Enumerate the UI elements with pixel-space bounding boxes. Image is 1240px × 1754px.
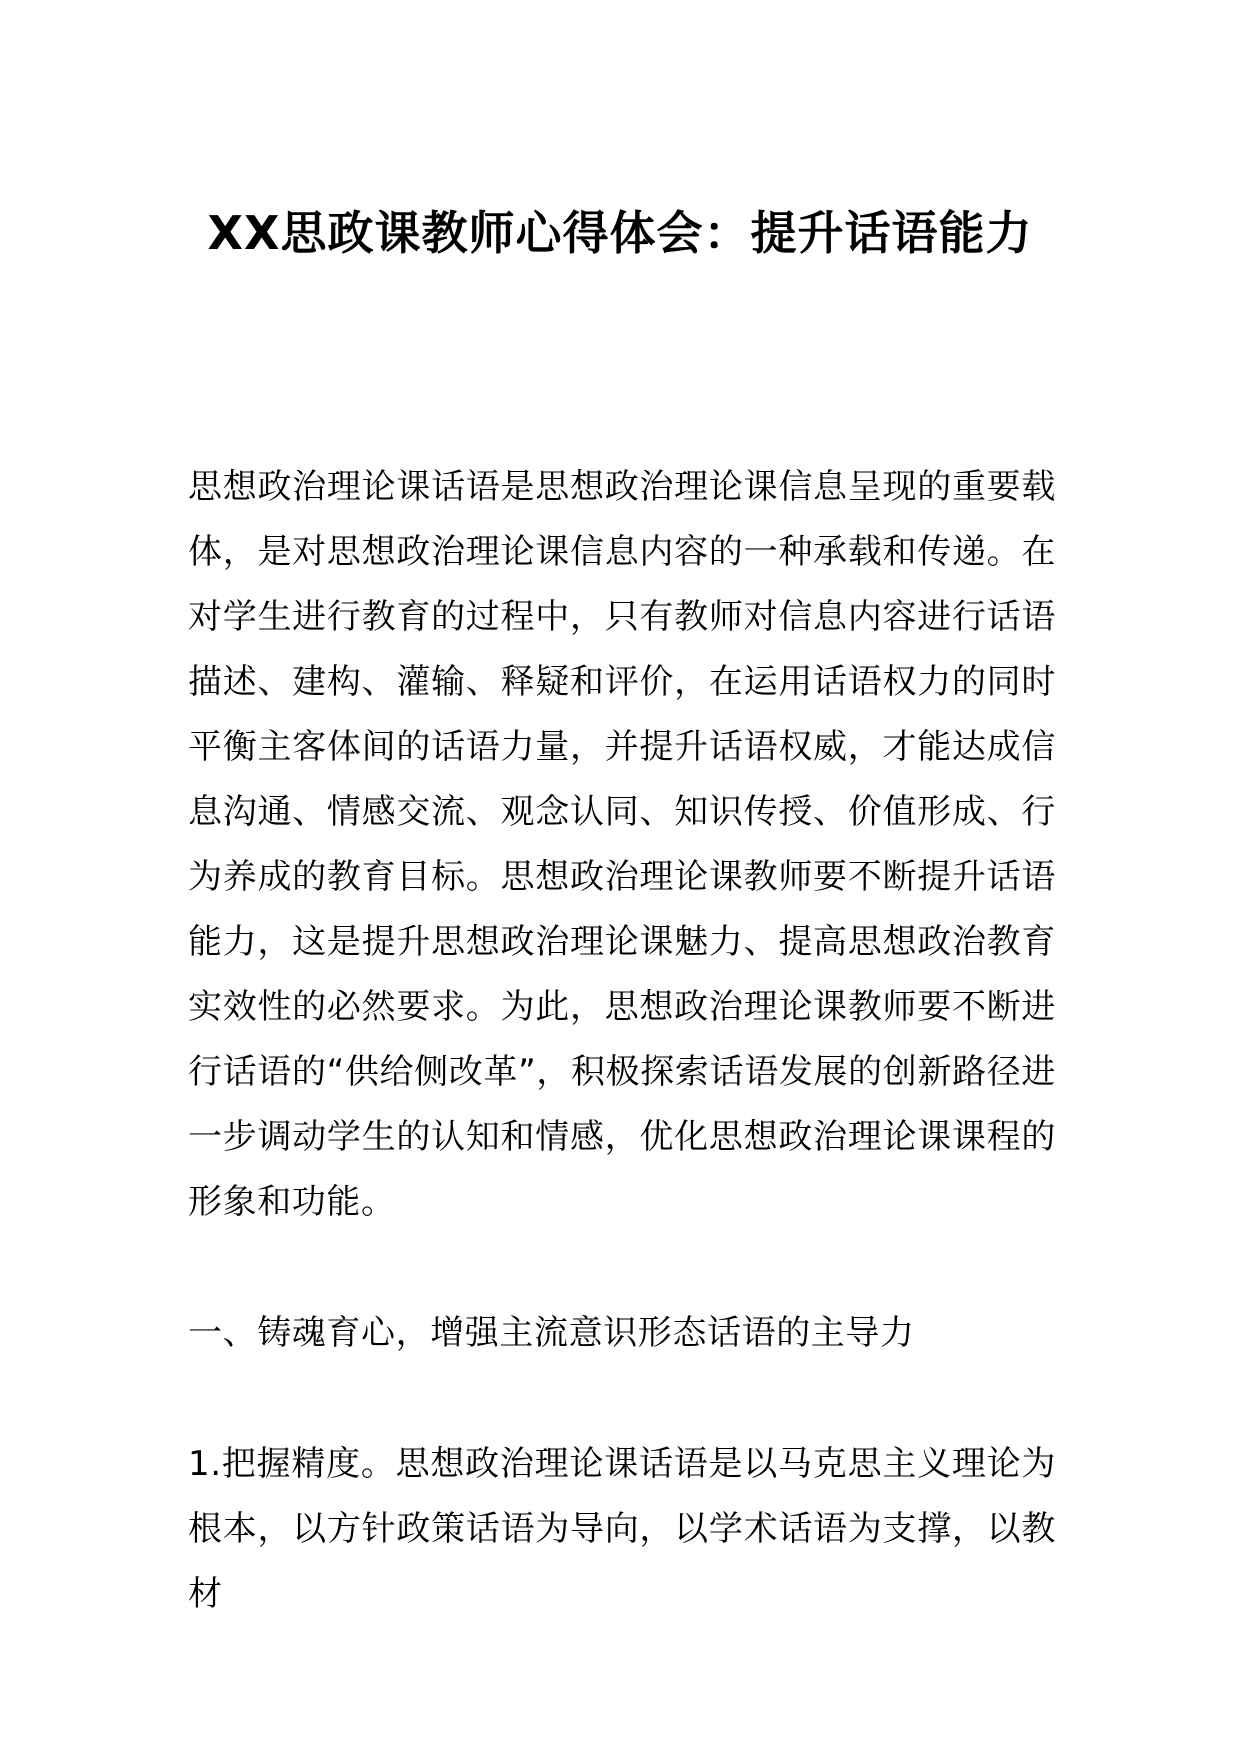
- document-body: [188, 455, 1056, 1627]
- point-paragraph: 1.把握精度。思想政治理论课话语是以马克思主义理论为根本，以方针政策话语为导向，以学术话语为支撑，以教材: [188, 1444, 1056, 1614]
- intro-paragraph: 思想政治理论课话语是思想政治理论课信息呈现的重要载体，是对思想政治理论课信息内容的一种承载和传递。在对学生进行教育的过程中，只有教师对信息内容进行话语描述、建构、灌输、释疑和评价，在运用话语权力的同时平衡主客体间的话语力量，并提升话语权威，才能达成信息沟通、情感交流、观念认同、知识传授、价值形成、行为养成的教育目标。思想政治理论课教师要不断提升话语能力，这是提升思想政治理论课魅力、提高思想政治教育实效性的必然要求。为此，思想政治理论课教师要不断进行话语的“供给侧改革”，积极探索话语发展的创新路径进一步调动学生的认知和情感，优化思想政治理论课课程的形象和功能。: [188, 467, 1056, 1222]
- section-heading: 一、铸魂育心，增强主流意识形态话语的主导力: [188, 1313, 915, 1353]
- document-title: XX思政课教师心得体会：提升话语能力: [207, 206, 1033, 260]
